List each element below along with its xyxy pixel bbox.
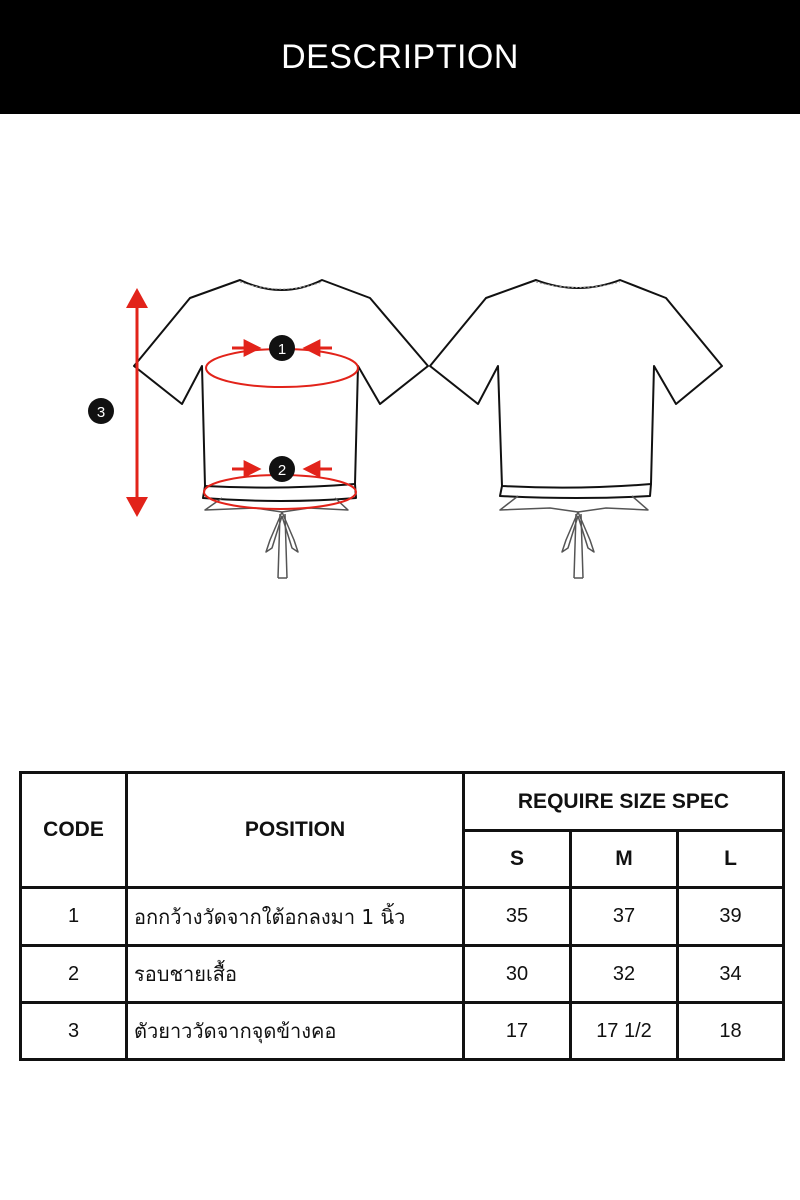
row-code: 2 [21,946,127,1003]
header-require-size-spec: REQUIRE SIZE SPEC [464,773,784,831]
marker-3-label: 3 [96,404,106,421]
front-shirt [134,280,428,578]
table-row [21,946,784,1003]
row-size-l: 34 [678,946,784,1003]
header-code: CODE [21,773,127,888]
row-size-l: 18 [678,1003,784,1060]
row-size-l: 39 [678,888,784,946]
table-row [21,1003,784,1060]
row-code: 1 [21,888,127,946]
row-position: รอบชายเสื้อ [127,946,464,1003]
row-size-m: 17 1/2 [571,1003,678,1060]
row-size-m: 37 [571,888,678,946]
marker-1-label: 1 [277,341,287,358]
size-spec-table [19,771,785,1061]
header-size-m: M [571,831,678,888]
row-size-s: 17 [464,1003,571,1060]
row-position: ตัวยาววัดจากจุดข้างคอ [127,1003,464,1060]
header-size-s: S [464,831,571,888]
row-size-s: 35 [464,888,571,946]
marker-2-label: 2 [277,462,287,479]
back-shirt [430,280,722,578]
length-measurement [88,288,148,517]
header-size-l: L [678,831,784,888]
header-position: POSITION [127,773,464,888]
row-code: 3 [21,1003,127,1060]
garment-diagram [0,240,800,600]
page-title: DESCRIPTION [281,37,519,76]
row-size-s: 30 [464,946,571,1003]
row-position: อกกว้างวัดจากใต้อกลงมา 1 นิ้ว [127,888,464,946]
header-bar [0,0,800,114]
table-row [21,888,784,946]
row-size-m: 32 [571,946,678,1003]
